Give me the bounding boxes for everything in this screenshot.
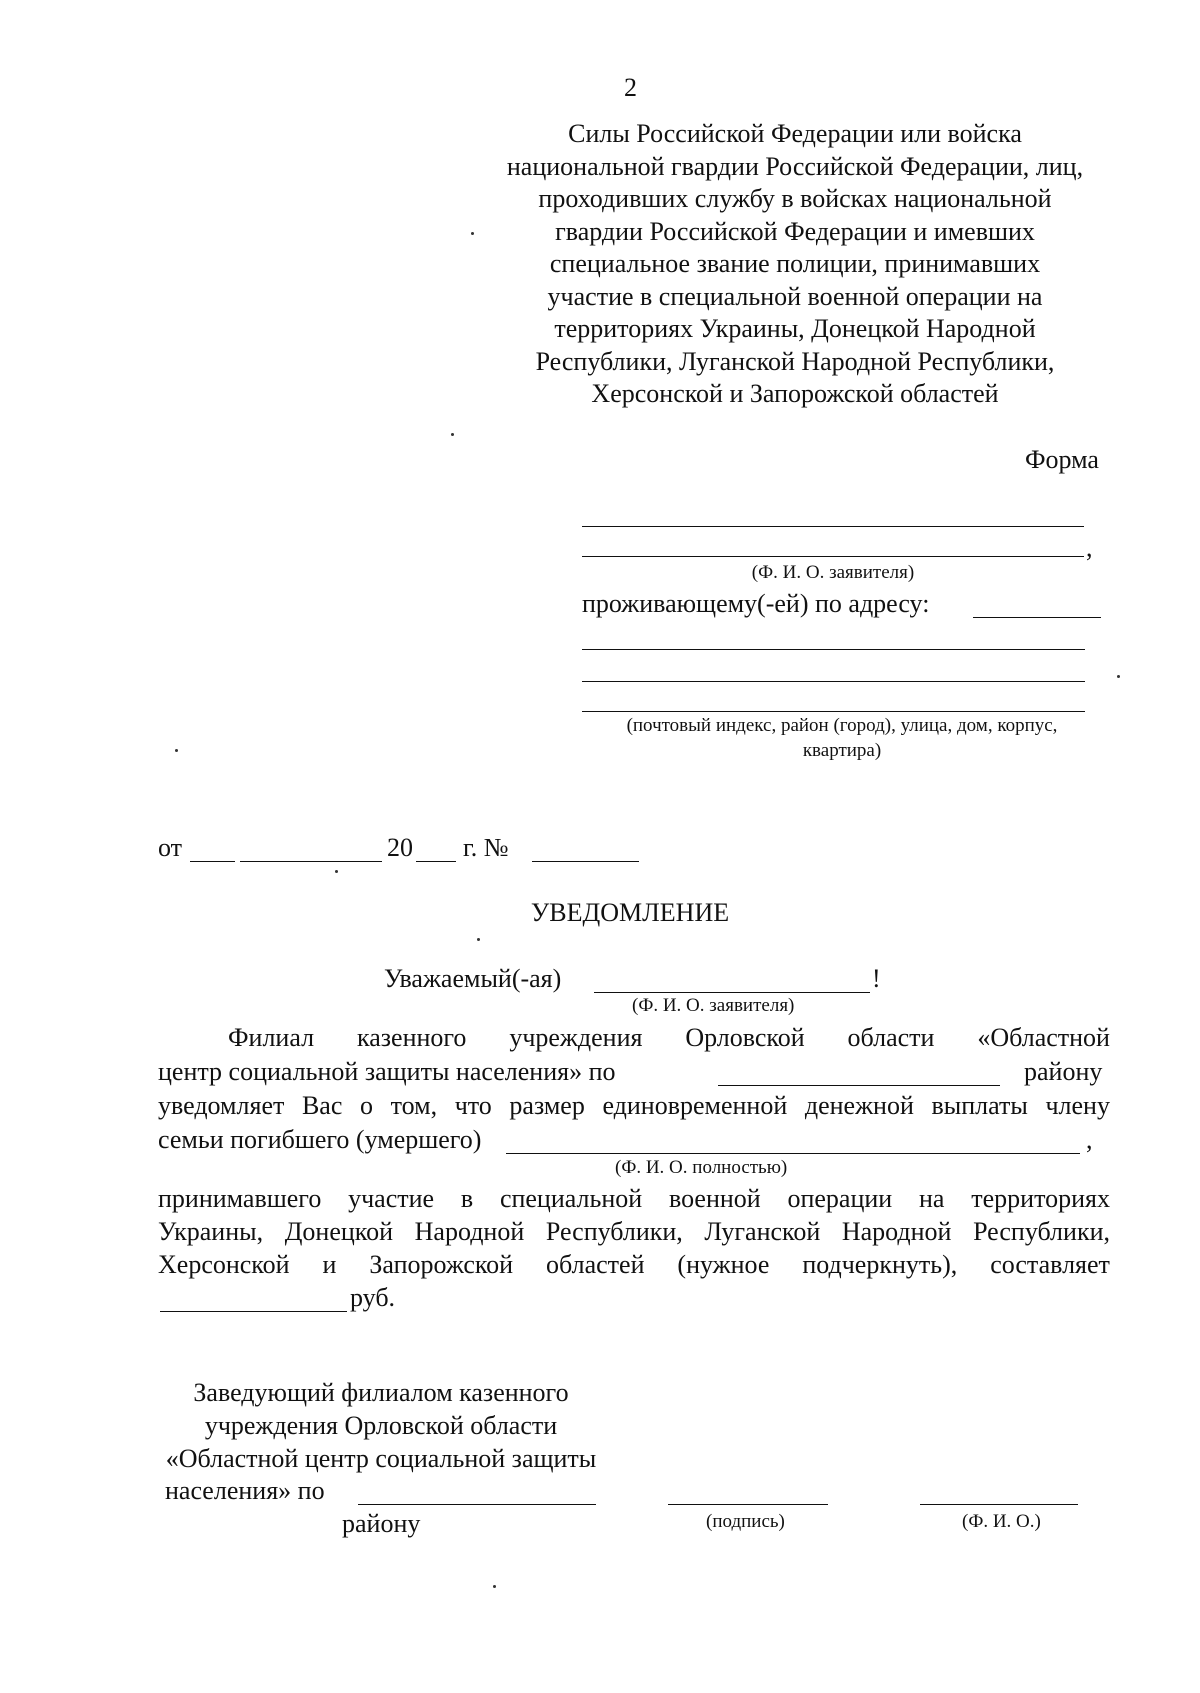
header-line: Херсонской и Запорожской областей [591, 379, 999, 408]
date-year-prefix: 20 [387, 833, 413, 862]
greeting-exclamation: ! [872, 964, 881, 993]
header-line: Республики, Луганской Народной Республики, [535, 346, 1055, 376]
body-word: члену [1045, 1091, 1110, 1120]
body-word: Народной [414, 1217, 525, 1246]
address-line-1[interactable] [582, 649, 1085, 650]
body-row-5 [158, 1183, 1110, 1215]
body-word: учреждения [509, 1023, 643, 1052]
address-line-inline[interactable] [973, 617, 1101, 618]
date-day-line[interactable] [190, 861, 235, 862]
body-word: Донецкой [284, 1217, 394, 1246]
header-line: Силы Российской Федерации или войска [568, 119, 1022, 148]
body-word: специальной [499, 1184, 643, 1213]
body-word: Запорожской [369, 1250, 514, 1279]
body-word: принимавшего [158, 1184, 322, 1213]
date-month-line[interactable] [240, 861, 382, 862]
body-word: Орловской [685, 1023, 805, 1052]
address-caption-line-2: квартира) [802, 740, 882, 761]
signature-title-line: Заведующий филиалом казенного [193, 1378, 569, 1407]
header-line: национальной гвардии Российской Федерации, лиц, [506, 151, 1084, 181]
body-word: территориях [971, 1184, 1110, 1213]
document-number-line[interactable] [532, 861, 639, 862]
scan-speck [477, 938, 480, 941]
body-word: операции [787, 1184, 893, 1213]
body-word: о [359, 1091, 373, 1120]
signer-name-caption: (Ф. И. О.) [962, 1511, 1041, 1532]
deceased-name-caption: (Ф. И. О. полностью) [615, 1157, 788, 1178]
applicant-name-comma: , [1086, 533, 1093, 562]
applicant-name-line-1[interactable] [582, 526, 1084, 527]
district-name-line[interactable] [718, 1085, 1000, 1086]
body-word: и [322, 1250, 337, 1279]
body-word: «Областной [977, 1023, 1110, 1052]
signature-line[interactable] [668, 1504, 828, 1505]
scan-speck [471, 232, 474, 235]
deceased-name-line[interactable] [506, 1153, 1080, 1154]
signature-district-line[interactable] [358, 1504, 596, 1505]
body-row-4-text: семьи погибшего (умершего) [158, 1125, 482, 1154]
body-word: Украины, [158, 1217, 264, 1246]
signature-title-line: учреждения Орловской области [204, 1411, 558, 1440]
signature-caption: (подпись) [706, 1511, 785, 1532]
scan-speck [1117, 675, 1120, 678]
body-word: Республики, [973, 1217, 1110, 1246]
body-word: выплаты [931, 1091, 1028, 1120]
signature-title-line: «Областной центр социальной защиты [165, 1444, 597, 1473]
header-line: специальное звание полиции, принимавших [549, 249, 1041, 278]
body-row-1 [228, 1022, 1110, 1054]
body-word: Народной [841, 1217, 952, 1246]
body-word: на [919, 1184, 945, 1213]
header-block [400, 118, 1190, 411]
body-word: в [460, 1184, 474, 1213]
body-word: областей [546, 1250, 645, 1279]
body-word: Вас [301, 1091, 343, 1120]
signer-name-line[interactable] [920, 1504, 1078, 1505]
signature-title-line-4: населения» по [165, 1476, 325, 1505]
body-word: единовременной [602, 1091, 788, 1120]
body-row-4-comma: , [1086, 1125, 1093, 1154]
header-line: территориях Украины, Донецкой Народной [554, 314, 1036, 343]
body-word: военной [668, 1184, 761, 1213]
applicant-name-caption: (Ф. И. О. заявителя) [751, 562, 915, 583]
date-from-label: от [158, 833, 183, 862]
greeting-name-line[interactable] [594, 992, 870, 993]
body-word: уведомляет [158, 1091, 285, 1120]
header-line: гвардии Российской Федерации и имевших [555, 216, 1035, 246]
address-label: проживающему(-ей) по адресу: [582, 589, 930, 618]
address-line-2[interactable] [582, 681, 1085, 682]
address-caption-line-1: (почтовый индекс, район (город), улица, дом, корпус, [626, 715, 1058, 736]
body-word: Луганской [704, 1217, 821, 1246]
body-row-6 [158, 1216, 1110, 1248]
date-number-label: г. № [463, 833, 509, 862]
body-word: что [454, 1091, 492, 1120]
body-word: области [847, 1023, 935, 1052]
amount-currency: руб. [350, 1283, 396, 1312]
page-number: 2 [624, 73, 637, 102]
body-row-2-right: району [1024, 1057, 1103, 1086]
header-line: участие в специальной военной операции на [547, 281, 1043, 311]
body-word: участие [348, 1184, 435, 1213]
body-word: Республики, [545, 1217, 683, 1246]
body-row-2-left: центр социальной защиты населения» по [158, 1057, 616, 1086]
body-word: размер [509, 1091, 585, 1120]
body-row-3 [158, 1090, 1110, 1122]
scan-speck [493, 1585, 496, 1588]
header-line: проходивших службу в войсках национальной [538, 184, 1052, 213]
body-word: казенного [356, 1023, 467, 1052]
date-year-line[interactable] [416, 861, 456, 862]
scan-speck [335, 870, 338, 873]
body-word: Херсонской [158, 1250, 290, 1279]
body-word: том, [390, 1091, 438, 1120]
body-word: составляет [990, 1250, 1110, 1279]
form-label: Форма [1025, 445, 1099, 474]
address-line-3[interactable] [582, 711, 1085, 712]
greeting-text: Уважаемый(-ая) [384, 964, 562, 993]
signature-title-line-5: району [342, 1509, 421, 1538]
scan-speck [451, 433, 454, 436]
greeting-caption: (Ф. И. О. заявителя) [632, 995, 795, 1016]
body-row-7 [158, 1249, 1110, 1281]
applicant-name-line-2[interactable] [582, 556, 1084, 557]
amount-line[interactable] [160, 1311, 347, 1312]
body-word: денежной [804, 1091, 914, 1120]
body-word: (нужное [677, 1250, 770, 1279]
scan-speck [175, 749, 178, 752]
document-title: УВЕДОМЛЕНИЕ [530, 898, 730, 927]
body-word: Филиал [228, 1023, 315, 1052]
body-word: подчеркнуть), [802, 1250, 958, 1279]
